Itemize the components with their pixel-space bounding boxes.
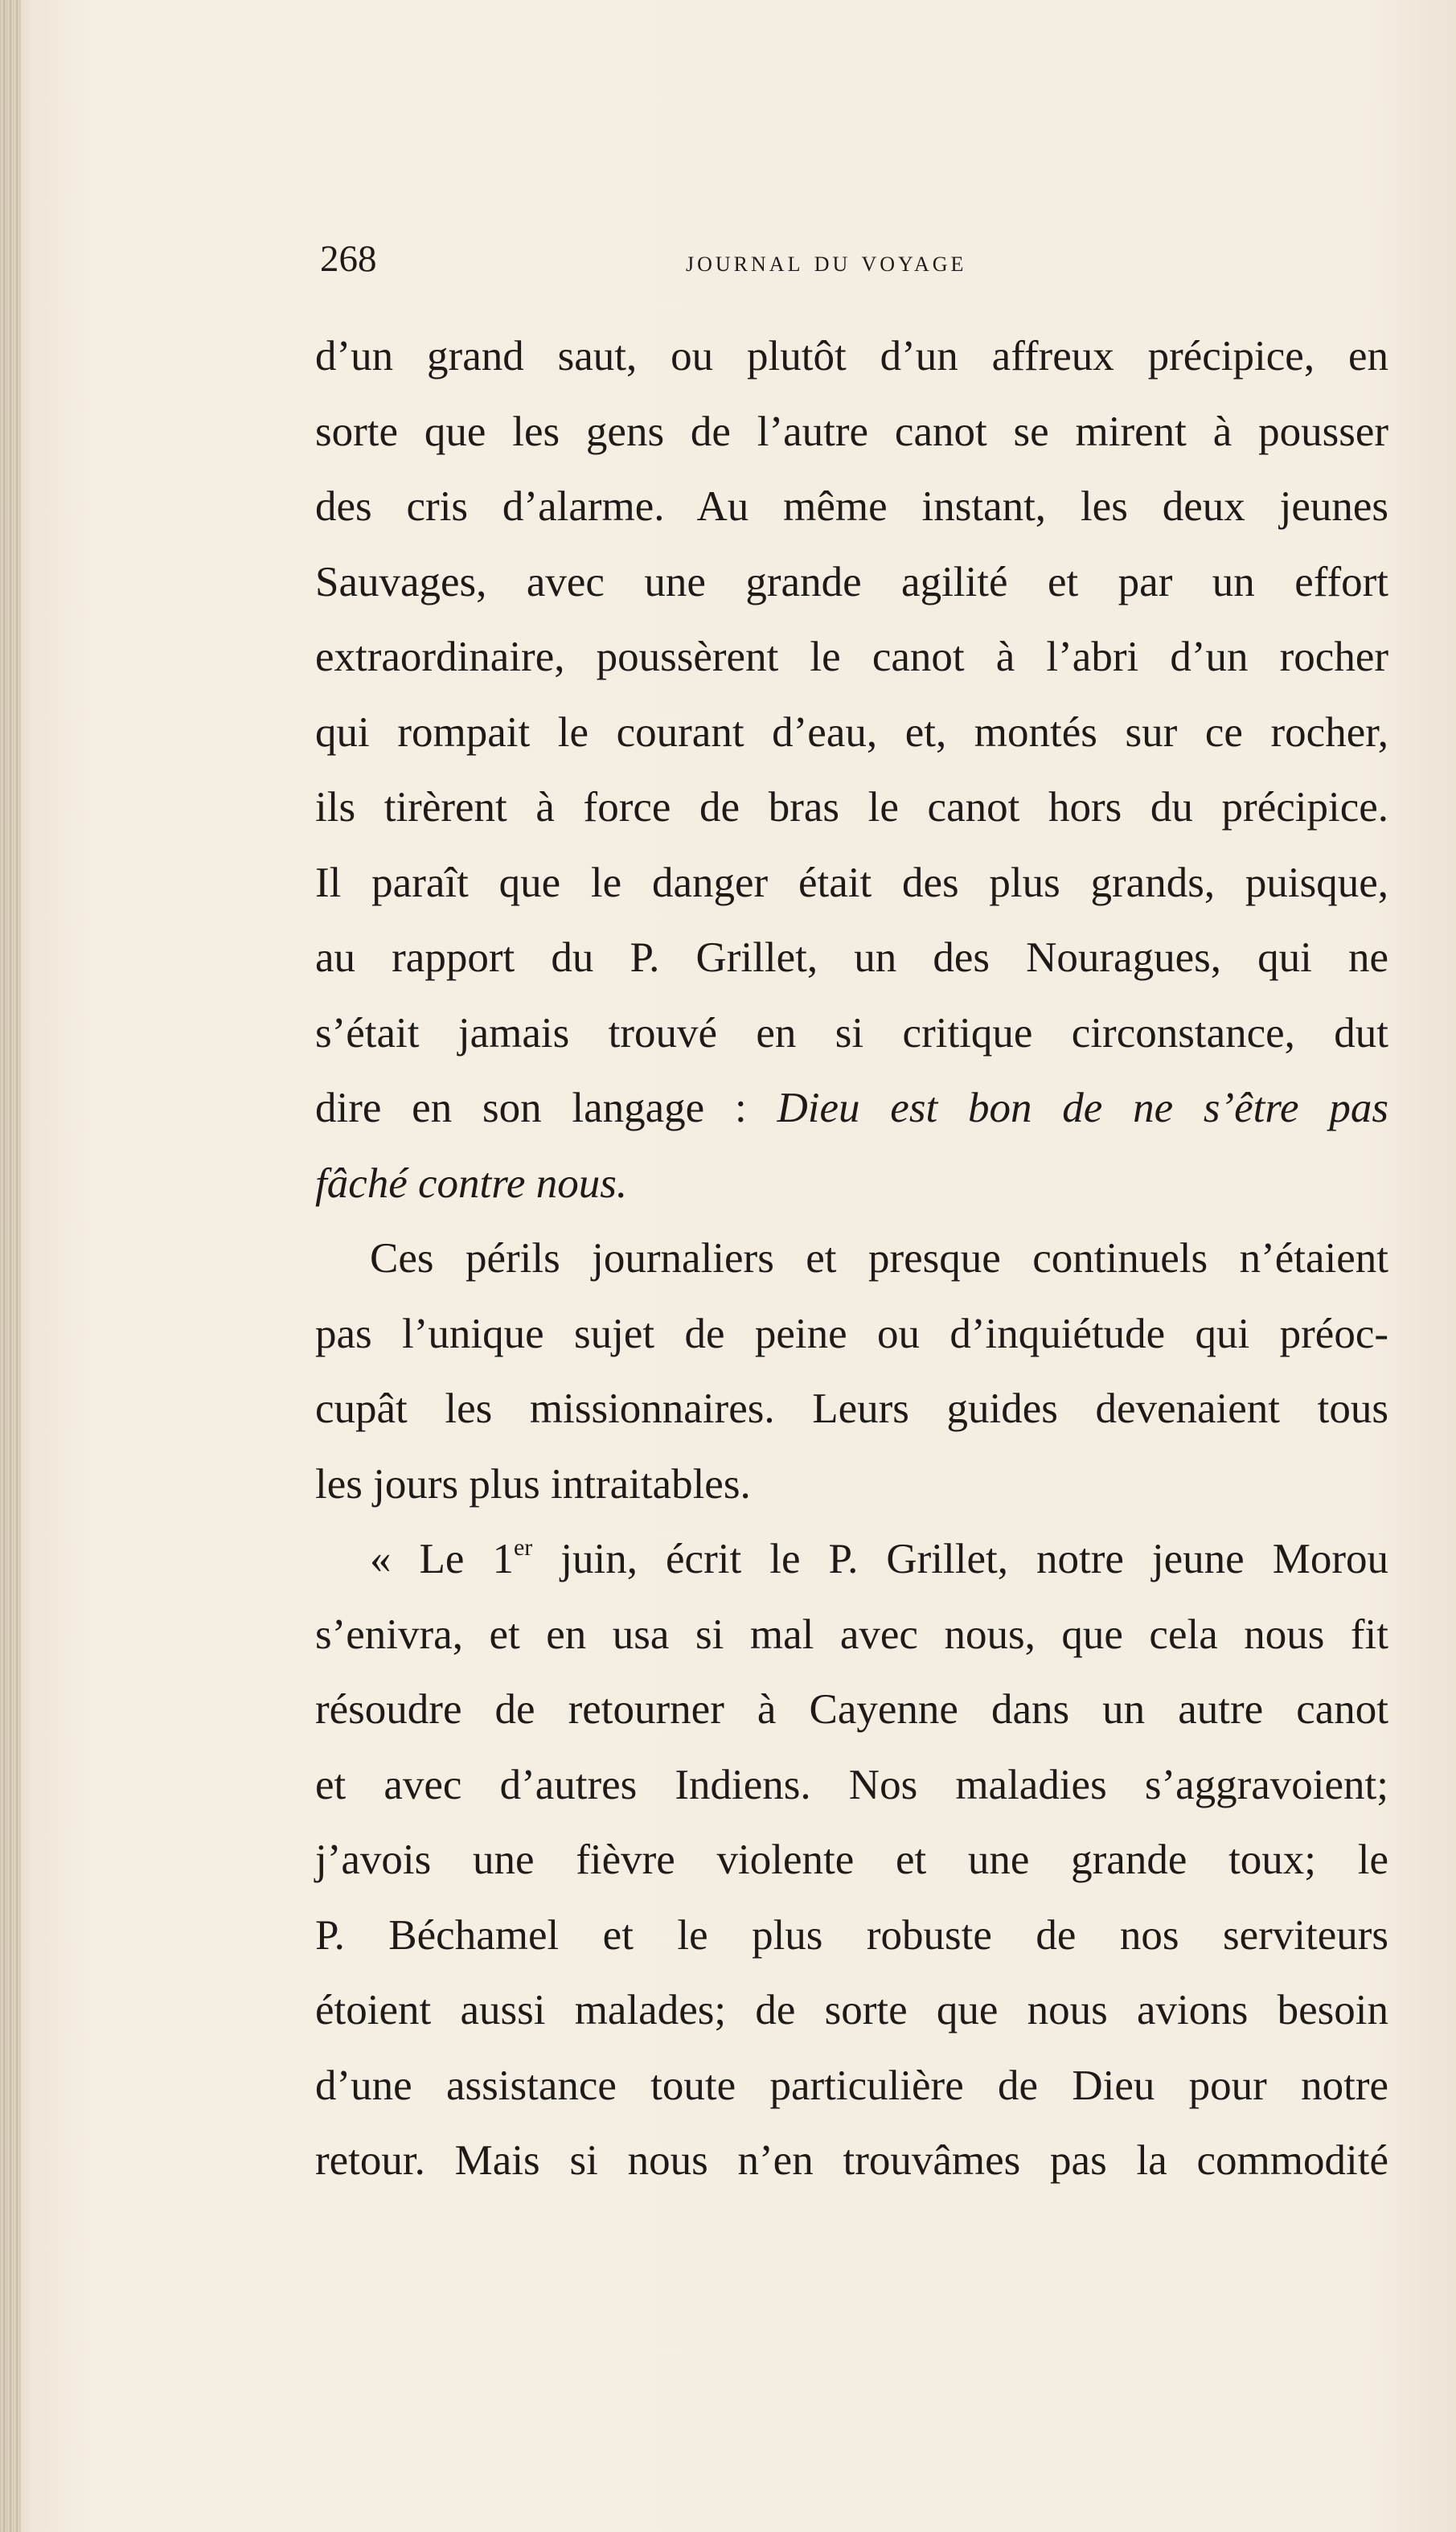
text-line: Il paraît que le danger était des plus grands, puisque, (315, 859, 1388, 906)
text-line: qui rompait le courant d’eau, et, montés sur ce rocher, (315, 708, 1388, 756)
text-line: s’enivra, et en usa si mal avec nous, que cela nous fit (315, 1611, 1388, 1658)
text-line: des cris d’alarme. Au même instant, les deux jeunes (315, 483, 1388, 530)
text-normal: « Le 1 (370, 1536, 514, 1582)
page-header (320, 235, 1397, 283)
text-line: Ces périls journaliers et presque continuels n’étaient (370, 1235, 1388, 1282)
text-normal: dire en son langage : (315, 1085, 777, 1131)
text-line: extraordinaire, poussèrent le canot à l’abri d’un rocher (315, 634, 1388, 680)
text-line: s’était jamais trouvé en si critique circonstance, dut (315, 1009, 1388, 1057)
italic-quote: fâché contre nous. (315, 1159, 628, 1207)
text-normal: juin, écrit le P. Grillet, notre jeune Morou (532, 1536, 1388, 1582)
page-number: 268 (320, 238, 377, 280)
text-line: cupât les missionnaires. Leurs guides devenaient tous (315, 1385, 1388, 1432)
italic-quote: Dieu est bon de ne s’être pas (777, 1085, 1388, 1131)
text-line: résoudre de retourner à Cayenne dans un autre canot (315, 1686, 1388, 1733)
text-line: les jours plus intraitables. (315, 1460, 751, 1508)
body-text (315, 319, 1388, 2199)
text-line: étoient aussi malades; de sorte que nous avions besoin (315, 1987, 1388, 2033)
text-line: P. Béchamel et le plus robuste de nos serviteurs (315, 1911, 1388, 1959)
text-line: pas l’unique sujet de peine ou d’inquiétude qui préoc- (315, 1310, 1388, 1357)
text-line: ils tirèrent à force de bras le canot hors du précipice. (315, 784, 1388, 831)
text-line: au rapport du P. Grillet, un des Nouragues, qui ne (315, 934, 1388, 981)
text-line: Sauvages, avec une grande agilité et par un effort (315, 558, 1388, 605)
text-line: d’une assistance toute particulière de Dieu pour notre (315, 2062, 1388, 2109)
text-line (315, 1147, 1388, 1222)
text-line (315, 1071, 1388, 1147)
text-line: et avec d’autres Indiens. Nos maladies s’aggravoient; (315, 1761, 1388, 1808)
text-line: j’avois une fièvre violente et une grande toux; le (315, 1836, 1388, 1883)
running-title: journal du voyage (686, 245, 967, 278)
text-line: d’un grand saut, ou plutôt d’un affreux précipice, en (315, 333, 1388, 380)
text-line: retour. Mais si nous n’en trouvâmes pas la commodité (315, 2137, 1388, 2184)
page-gutter (0, 0, 21, 2532)
text-line (315, 1522, 1388, 1598)
text-line: sorte que les gens de l’autre canot se mirent à pousser (315, 408, 1388, 455)
superscript: er (513, 1534, 533, 1561)
